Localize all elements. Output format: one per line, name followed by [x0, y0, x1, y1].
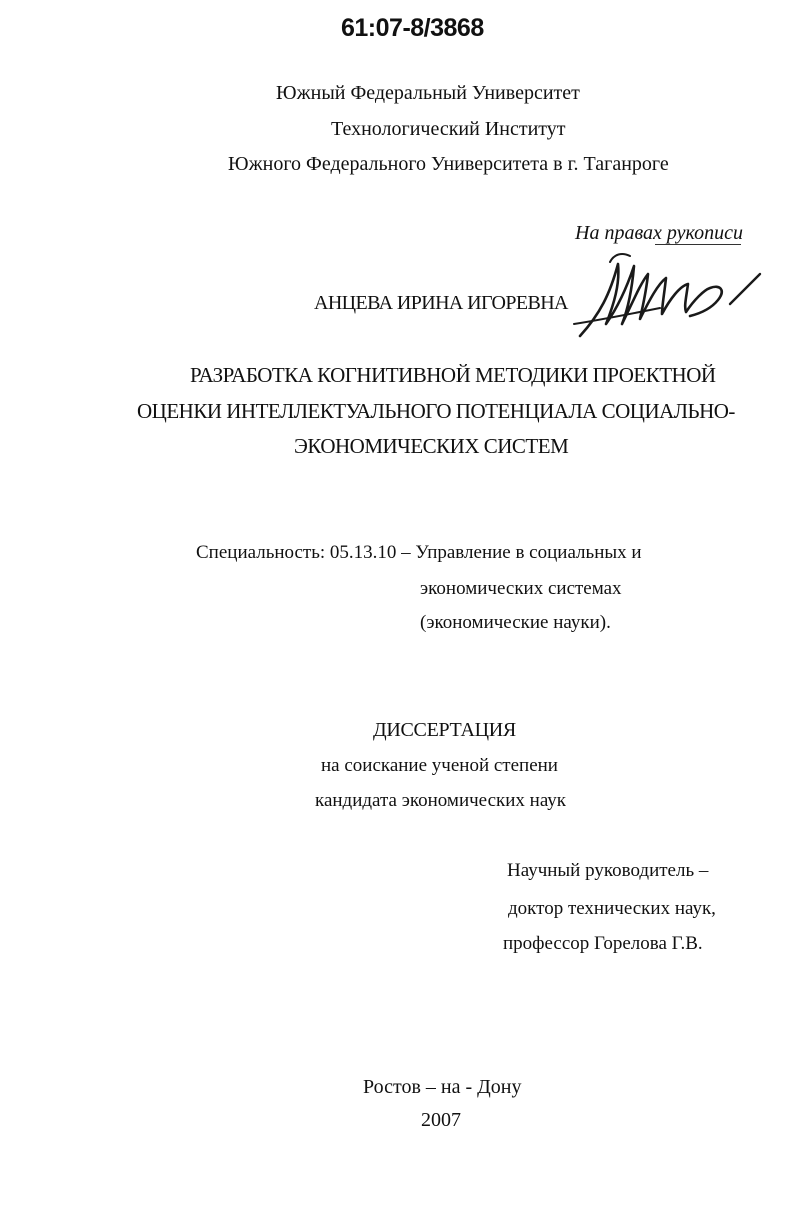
degree-line-1: на соискание ученой степени [321, 755, 558, 776]
specialty-line-2: экономических системах [420, 578, 622, 599]
institution-line-3: Южного Федерального Университета в г. Таганроге [228, 153, 669, 175]
manuscript-rights-note: На правах рукописи [575, 222, 743, 244]
specialty-line-3: (экономические науки). [420, 612, 611, 633]
dissertation-title-line-3: ЭКОНОМИЧЕСКИХ СИСТЕМ [294, 434, 569, 458]
institution-line-2: Технологический Институт [331, 118, 566, 140]
city: Ростов – на - Дону [363, 1076, 522, 1098]
institution-line-1: Южный Федеральный Университет [276, 82, 580, 104]
handwritten-signature [570, 244, 770, 344]
dissertation-title-line-2: ОЦЕНКИ ИНТЕЛЛЕКТУАЛЬНОГО ПОТЕНЦИАЛА СОЦИАЛЬНО- [137, 399, 735, 423]
author-name: АНЦЕВА ИРИНА ИГОРЕВНА [314, 292, 568, 314]
degree-line-2: кандидата экономических наук [315, 790, 567, 811]
supervisor-line-1: Научный руководитель – [507, 860, 709, 881]
specialty-line-1: Специальность: 05.13.10 – Управление в социальных и [196, 542, 642, 563]
dissertation-heading: ДИССЕРТАЦИЯ [373, 719, 516, 741]
dissertation-title-line-1: РАЗРАБОТКА КОГНИТИВНОЙ МЕТОДИКИ ПРОЕКТНОЙ [190, 363, 716, 387]
supervisor-line-2: доктор технических наук, [508, 898, 716, 919]
year: 2007 [421, 1109, 461, 1131]
catalog-number: 61:07-8/3868 [341, 14, 484, 42]
supervisor-line-3: профессор Горелова Г.В. [503, 933, 703, 954]
